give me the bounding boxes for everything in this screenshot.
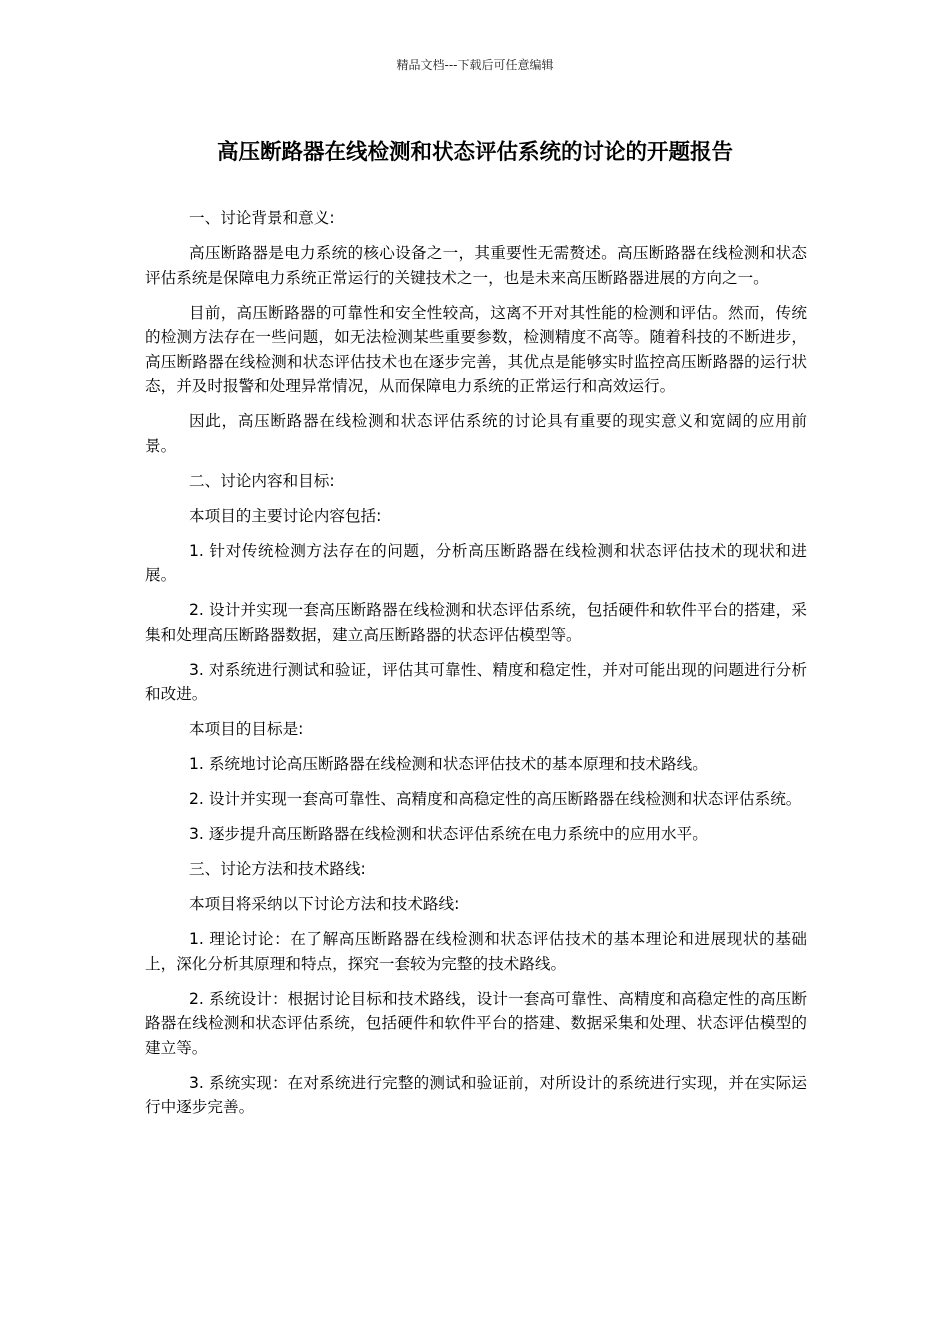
- document-body: [145, 206, 807, 1130]
- list-item: 2. 设计并实现一套高可靠性、高精度和高稳定性的高压断路器在线检测和状态评估系统。: [189, 790, 802, 808]
- section-heading-methods: 三、讨论方法和技术路线:: [189, 860, 366, 878]
- list-item: 1. 理论讨论：在了解高压断路器在线检测和状态评估技术的基本理论和进展现状的基础上，深化分析其原理和特点，探究一套较为完整的技术路线。: [145, 930, 807, 973]
- list-item: 3. 系统实现：在对系统进行完整的测试和验证前，对所设计的系统进行实现，并在实际运行中逐步完善。: [145, 1073, 807, 1116]
- paragraph: 本项目的主要讨论内容包括:: [189, 506, 382, 525]
- section-heading-background: 一、讨论背景和意义:: [189, 209, 335, 227]
- list-item: 3. 对系统进行测试和验证，评估其可靠性、精度和稳定性，并对可能出现的问题进行分析和改进。: [145, 660, 807, 703]
- section-heading-content: 二、讨论内容和目标:: [189, 471, 335, 490]
- list-item: 2. 系统设计：根据讨论目标和技术路线，设计一套高可靠性、高精度和高稳定性的高压断路器在线检测和状态评估系统，包括硬件和软件平台的搭建、数据采集和处理、状态评估模型的建立等。: [145, 989, 807, 1057]
- paragraph: 因此，高压断路器在线检测和状态评估系统的讨论具有重要的现实意义和宽阔的应用前景。: [145, 412, 807, 455]
- list-item: 1. 针对传统检测方法存在的问题，分析高压断路器在线检测和状态评估技术的现状和进展。: [145, 541, 807, 584]
- list-item: 1. 系统地讨论高压断路器在线检测和状态评估技术的基本原理和技术路线。: [189, 755, 708, 773]
- paragraph: 本项目的目标是:: [189, 720, 304, 738]
- paragraph: 目前，高压断路器的可靠性和安全性较高，这离不开对其性能的检测和评估。然而，传统的检测方法存在一些问题，如无法检测某些重要参数，检测精度不高等。随着科技的不断进步，高压断路器在线检测和状态评估技术也在逐步完善，其优点是能够实时监控高压断路器的运行状态，并及时报警和处理异常情况，从而保障电力系统的正常运行和高效运行。: [145, 303, 807, 395]
- page-header: 精品文档---下载后可任意编辑: [396, 58, 554, 72]
- document-title: 高压断路器在线检测和状态评估系统的讨论的开题报告: [216, 140, 733, 165]
- paragraph: 高压断路器是电力系统的核心设备之一，其重要性无需赘述。高压断路器在线检测和状态评估系统是保障电力系统正常运行的关键技术之一，也是未来高压断路器进展的方向之一。: [145, 244, 807, 287]
- list-item: 3. 逐步提升高压断路器在线检测和状态评估系统在电力系统中的应用水平。: [189, 825, 708, 843]
- paragraph: 本项目将采纳以下讨论方法和技术路线:: [189, 895, 460, 913]
- list-item: 2. 设计并实现一套高压断路器在线检测和状态评估系统，包括硬件和软件平台的搭建，采集和处理高压断路器数据，建立高压断路器的状态评估模型等。: [145, 601, 807, 644]
